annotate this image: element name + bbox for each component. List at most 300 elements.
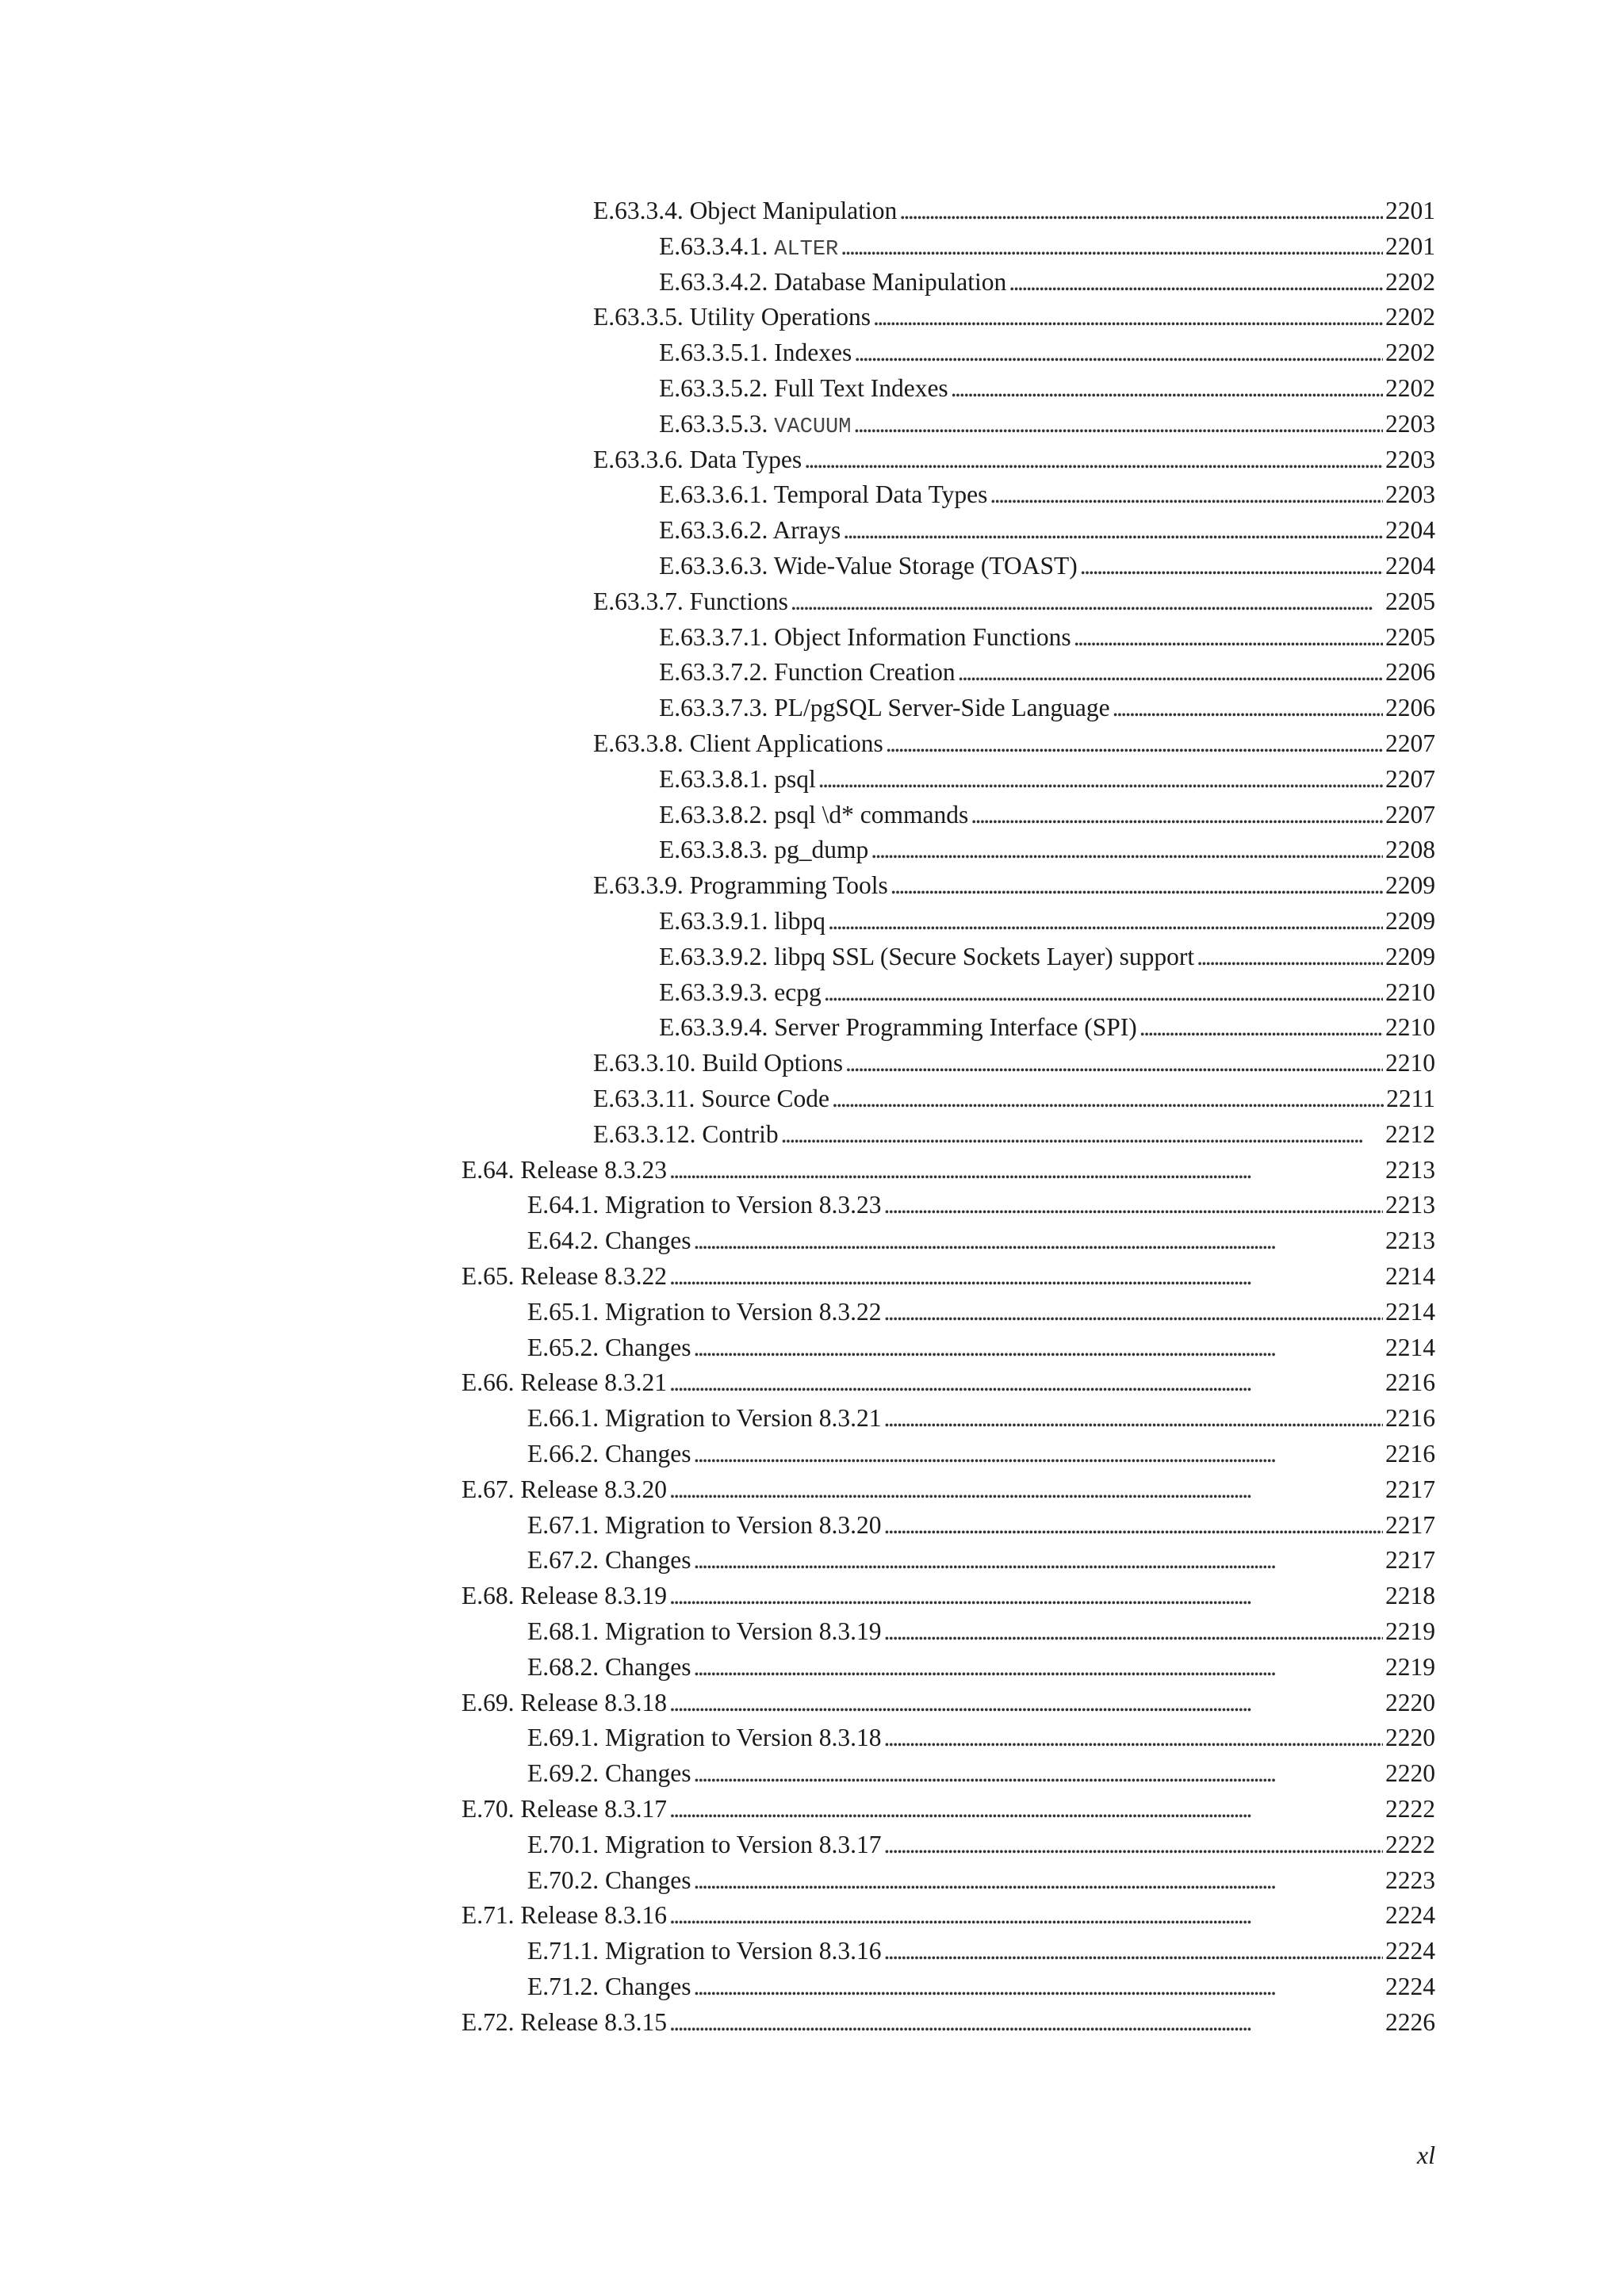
toc-entry-page-number: 2224 (1385, 1937, 1435, 1965)
dot-leader (669, 1471, 1383, 1507)
toc-entry-number: E.63.3.9. (593, 871, 684, 900)
toc-entry-title (527, 1862, 691, 1898)
toc-entry-label: Functions (689, 587, 788, 615)
toc-entry-number: E.63.3.11. (593, 1085, 695, 1112)
dot-leader (693, 1755, 1383, 1791)
toc-entry-number: E.63.3.9.2. (659, 942, 768, 970)
dot-leader (693, 1649, 1383, 1685)
toc-entry-label: ecpg (774, 978, 822, 1006)
toc-entry[interactable] (659, 690, 1435, 725)
toc-entry-page-number: 2212 (1385, 1119, 1435, 1148)
toc-entry-title (527, 1294, 882, 1330)
toc-entry-number: E.70.2. (527, 1866, 599, 1894)
toc-entry-page-number: 2220 (1385, 1759, 1435, 1788)
toc-entry[interactable] (659, 548, 1435, 584)
toc-entry-label: Release 8.3.22 (520, 1262, 667, 1290)
toc-entry[interactable] (593, 584, 1435, 619)
toc-entry-title (659, 370, 948, 406)
toc-entry-page-number: 2216 (1385, 1404, 1435, 1433)
toc-entry[interactable] (527, 1294, 1435, 1330)
dot-leader (669, 1152, 1383, 1188)
toc-entry[interactable] (659, 832, 1435, 867)
toc-entry[interactable] (527, 1933, 1435, 1969)
toc-entry[interactable] (659, 370, 1435, 406)
toc-entry-page-number: 2206 (1385, 694, 1435, 722)
dot-leader (669, 2004, 1383, 2040)
toc-entry[interactable] (659, 619, 1435, 655)
toc-entry-title (593, 299, 871, 335)
toc-entry-title (527, 1223, 691, 1258)
toc-entry[interactable] (593, 1116, 1435, 1152)
dot-leader (884, 1187, 1383, 1223)
toc-entry-title (659, 619, 1071, 655)
dot-leader (873, 299, 1383, 335)
toc-entry[interactable] (593, 725, 1435, 761)
toc-entry-page-number: 2201 (1385, 232, 1435, 260)
page-number-footer: xl (1416, 2141, 1435, 2169)
toc-entry-title (659, 832, 868, 867)
toc-entry-title (527, 1507, 882, 1543)
toc-entry[interactable] (527, 1330, 1435, 1365)
toc-entry[interactable] (462, 1791, 1435, 1827)
toc-entry-page-number: 2205 (1385, 587, 1435, 615)
toc-entry-number: E.67.1. (527, 1510, 599, 1539)
toc-entry[interactable] (659, 797, 1435, 832)
toc-entry-title (659, 406, 851, 446)
toc-entry-page-number: 2207 (1385, 764, 1435, 793)
toc-entry-label: pg_dump (774, 836, 869, 864)
toc-entry-label: Temporal Data Types (773, 480, 988, 509)
toc-entry[interactable] (659, 654, 1435, 690)
toc-entry-page-number: 2211 (1386, 1085, 1435, 1112)
toc-entry-title (462, 2004, 667, 2040)
toc-entry-page-number: 2214 (1385, 1262, 1435, 1290)
toc-entry-label: Changes (605, 1866, 691, 1894)
dot-leader (669, 1791, 1383, 1827)
toc-entry-label: Changes (605, 1226, 691, 1255)
toc-entry[interactable] (659, 406, 1435, 442)
toc-entry-title (527, 1755, 691, 1791)
toc-entry-page-number: 2210 (1385, 1013, 1435, 1042)
toc-entry-page-number: 2208 (1385, 836, 1435, 864)
toc-entry-label: Programming Tools (689, 871, 888, 900)
toc-entry-page-number: 2224 (1385, 1973, 1435, 2000)
toc-entry-page-number: 2207 (1385, 800, 1435, 828)
toc-entry-number: E.63.3.8.1. (659, 764, 768, 793)
toc-entry-page-number: 2213 (1385, 1191, 1435, 1219)
toc-entry-label: Source Code (701, 1085, 830, 1112)
toc-entry[interactable] (527, 1187, 1435, 1223)
dot-leader (951, 370, 1383, 406)
toc-entry-label: Wide-Value Storage (TOAST) (773, 552, 1078, 580)
toc-entry-number: E.63.3.10. (593, 1049, 696, 1077)
toc-entry[interactable] (659, 1009, 1435, 1045)
toc-entry-page-number: 2220 (1385, 1688, 1435, 1716)
toc-entry-number: E.69. (462, 1688, 515, 1716)
toc-entry-number: E.65.1. (527, 1297, 599, 1326)
toc-entry[interactable] (527, 1862, 1435, 1898)
toc-entry-title (659, 228, 838, 268)
toc-entry[interactable] (659, 335, 1435, 370)
toc-entry-number: E.70.1. (527, 1830, 599, 1858)
toc-entry-number: E.63.3.4.2. (659, 267, 768, 296)
toc-entry-title (462, 1152, 667, 1188)
toc-entry[interactable] (527, 1436, 1435, 1471)
toc-entry-title (462, 1364, 667, 1400)
toc-entry-title (659, 974, 822, 1010)
toc-entry-number: E.63.3.8. (593, 729, 684, 757)
toc-entry-number: E.63.3.9.4. (659, 1013, 768, 1042)
toc-entry-page-number: 2209 (1385, 907, 1435, 935)
toc-entry-label: Migration to Version 8.3.18 (605, 1724, 882, 1752)
toc-entry[interactable] (462, 2004, 1435, 2040)
toc-entry[interactable] (527, 1649, 1435, 1685)
dot-leader (693, 1330, 1383, 1365)
dot-leader (828, 903, 1383, 939)
toc-entry[interactable] (462, 1471, 1435, 1507)
toc-entry[interactable] (593, 442, 1435, 477)
toc-entry-label: Contrib (702, 1119, 779, 1148)
toc-entry-title (659, 939, 1194, 974)
toc-entry[interactable] (593, 193, 1435, 228)
toc-entry-number: E.66.1. (527, 1404, 599, 1433)
toc-entry-number: E.65.2. (527, 1333, 599, 1361)
toc-entry-label: psql \d* commands (774, 800, 969, 828)
toc-entry-label: PL/pgSQL Server-Side Language (774, 694, 1110, 722)
toc-entry-title (527, 1436, 691, 1471)
toc-entry[interactable] (527, 1223, 1435, 1258)
toc-entry-page-number: 2203 (1385, 409, 1435, 438)
toc-entry-page-number: 2216 (1385, 1368, 1435, 1397)
dot-leader (886, 725, 1383, 761)
toc-entry-title (462, 1685, 667, 1720)
dot-leader (1074, 619, 1383, 655)
toc-entry-page-number: 2214 (1385, 1297, 1435, 1326)
dot-leader (891, 867, 1383, 903)
toc-entry-label: Database Manipulation (774, 267, 1007, 296)
toc-entry[interactable] (659, 264, 1435, 300)
toc-entry-number: E.64. (462, 1155, 515, 1184)
toc-entry-number: E.68.2. (527, 1652, 599, 1681)
dot-leader (854, 335, 1383, 370)
toc-entry-label: Release 8.3.23 (520, 1155, 667, 1184)
toc-entry-title (462, 1897, 667, 1933)
toc-entry-title (659, 264, 1006, 300)
toc-entry-page-number: 2210 (1385, 978, 1435, 1006)
toc-entry-title (527, 1969, 691, 2004)
toc-entry-page-number: 2222 (1385, 1795, 1435, 1823)
toc-entry-number: E.63.3.4. (593, 197, 684, 224)
toc-entry-number: E.63.3.4.1. (659, 232, 768, 260)
toc-entry-title (659, 903, 825, 939)
toc-entry-title (659, 1009, 1137, 1045)
toc-entry-page-number: 2209 (1385, 942, 1435, 970)
toc-entry[interactable] (659, 974, 1435, 1010)
toc-entry-number: E.63.3.7. (593, 587, 684, 615)
toc-entry-title (659, 335, 852, 370)
dot-leader (884, 1507, 1383, 1543)
toc-entry[interactable] (462, 1364, 1435, 1400)
toc-entry-number: E.64.1. (527, 1191, 599, 1219)
dot-leader (1009, 264, 1383, 300)
toc-entry-label: libpq (774, 907, 826, 935)
dot-leader (884, 1827, 1383, 1862)
toc-entry-label: Arrays (772, 516, 841, 545)
dot-leader (971, 797, 1383, 832)
toc-entry[interactable] (462, 1258, 1435, 1294)
toc-entry-page-number: 2213 (1385, 1226, 1435, 1255)
toc-entry-title (593, 725, 883, 761)
toc-entry-label: psql (774, 764, 816, 793)
toc-entry-label: Function Creation (774, 658, 956, 687)
toc-entry-title (527, 1542, 691, 1578)
dot-leader (990, 476, 1383, 512)
toc-entry-label: Migration to Version 8.3.17 (605, 1830, 882, 1858)
dot-leader (853, 406, 1383, 442)
dot-leader (884, 1400, 1383, 1436)
toc-entry-page-number: 2217 (1385, 1546, 1435, 1575)
toc-entry-page-number: 2219 (1385, 1652, 1435, 1681)
toc-entry-page-number: 2204 (1385, 552, 1435, 580)
toc-entry-page-number: 2226 (1385, 2007, 1435, 2036)
toc-entry[interactable] (593, 299, 1435, 335)
toc-entry-number: E.63.3.7.3. (659, 694, 768, 722)
toc-entry-label: Migration to Version 8.3.19 (605, 1617, 882, 1645)
toc-entry[interactable] (527, 1400, 1435, 1436)
toc-entry-title (527, 1933, 882, 1969)
dot-leader (958, 654, 1383, 690)
toc-entry-number: E.65. (462, 1262, 515, 1290)
dot-leader (884, 1720, 1383, 1755)
dot-leader (693, 1862, 1383, 1898)
dot-leader (1197, 939, 1383, 974)
dot-leader (669, 1685, 1383, 1720)
dot-leader (818, 761, 1383, 797)
toc-entry-title (593, 1081, 829, 1116)
toc-entry-page-number: 2222 (1385, 1830, 1435, 1858)
toc-entry-code-keyword: ALTER (774, 237, 839, 262)
toc-entry[interactable] (659, 476, 1435, 512)
dot-leader (871, 832, 1383, 867)
toc-entry[interactable] (462, 1152, 1435, 1188)
toc-entry-number: E.63.3.5. (593, 303, 684, 331)
dot-leader (781, 1116, 1383, 1152)
toc-entry-label: Changes (605, 1973, 691, 2000)
toc-entry-number: E.72. (462, 2007, 515, 2036)
toc-entry-title (659, 476, 987, 512)
toc-entry[interactable] (659, 512, 1435, 548)
toc-entry-title (527, 1720, 882, 1755)
toc-entry-page-number: 2224 (1385, 1901, 1435, 1930)
dot-leader (884, 1613, 1383, 1649)
toc-entry-title (593, 867, 888, 903)
toc-entry-number: E.68.1. (527, 1617, 599, 1645)
toc-entry-code-keyword: VACUUM (774, 415, 852, 439)
toc-entry-number: E.70. (462, 1795, 515, 1823)
toc-entry-number: E.71.2. (527, 1973, 599, 2000)
toc-entry-label: Migration to Version 8.3.20 (605, 1510, 882, 1539)
toc-entry-title (527, 1613, 882, 1649)
toc-entry[interactable] (527, 1542, 1435, 1578)
toc-entry-label: Release 8.3.19 (520, 1582, 667, 1610)
toc-entry[interactable] (593, 1081, 1435, 1116)
toc-entry-page-number: 2209 (1385, 871, 1435, 900)
toc-entry-label: Utility Operations (689, 303, 871, 331)
toc-entry-label: Release 8.3.15 (520, 2007, 667, 2036)
dot-leader (693, 1436, 1383, 1471)
toc-entry-label: Changes (605, 1546, 691, 1575)
toc-entry-label: Migration to Version 8.3.16 (605, 1937, 882, 1965)
toc-entry-page-number: 2202 (1385, 303, 1435, 331)
toc-entry-label: Data Types (689, 445, 802, 473)
toc-entry[interactable] (527, 1720, 1435, 1755)
toc-entry-number: E.63.3.6.2. (659, 516, 768, 545)
toc-entry[interactable] (527, 1827, 1435, 1862)
toc-entry[interactable] (593, 1045, 1435, 1081)
toc-entry-number: E.63.3.6.1. (659, 480, 768, 509)
toc-entry-number: E.66. (462, 1368, 515, 1397)
dot-leader (791, 584, 1383, 619)
toc-entry-number: E.64.2. (527, 1226, 599, 1255)
toc-entry-number: E.63.3.8.2. (659, 800, 768, 828)
dot-leader (669, 1364, 1383, 1400)
toc-entry-label: Full Text Indexes (774, 374, 948, 402)
toc-entry-number: E.63.3.6.3. (659, 552, 768, 580)
toc-entry[interactable] (462, 1578, 1435, 1613)
toc-entry-page-number: 2202 (1385, 374, 1435, 402)
toc-entry-page-number: 2219 (1385, 1617, 1435, 1645)
toc-entry-title (462, 1791, 667, 1827)
toc-entry-number: E.67. (462, 1475, 515, 1503)
toc-entry-number: E.63.3.9.1. (659, 907, 768, 935)
toc-entry-label: Object Information Functions (774, 622, 1071, 651)
toc-entry[interactable] (593, 867, 1435, 903)
toc-entry-number: E.63.3.7.2. (659, 658, 768, 687)
toc-entry-title (593, 1045, 843, 1081)
toc-entry-number: E.71. (462, 1901, 515, 1930)
toc-entry-page-number: 2203 (1385, 480, 1435, 509)
toc-entry[interactable] (527, 1507, 1435, 1543)
toc-entry-label: Changes (605, 1652, 691, 1681)
toc-entry-number: E.71.1. (527, 1937, 599, 1965)
toc-entry-title (659, 548, 1078, 584)
toc-entry-page-number: 2202 (1385, 267, 1435, 296)
toc-entry[interactable] (462, 1897, 1435, 1933)
toc-entry[interactable] (462, 1685, 1435, 1720)
toc-entry-page-number: 2201 (1385, 197, 1435, 224)
dot-leader (804, 442, 1383, 477)
toc-entry-number: E.63.3.8.3. (659, 836, 768, 864)
toc-entry-label: Object Manipulation (689, 197, 898, 224)
dot-leader (832, 1081, 1384, 1116)
toc-entry-page-number: 2204 (1385, 516, 1435, 545)
toc-entry-label: Migration to Version 8.3.21 (605, 1404, 882, 1433)
toc-entry-title (593, 442, 802, 477)
toc-entry-label: Migration to Version 8.3.22 (605, 1297, 882, 1326)
toc-entry-page-number: 2217 (1385, 1475, 1435, 1503)
dot-leader (1139, 1009, 1383, 1045)
toc-entry-number: E.63.3.7.1. (659, 622, 768, 651)
toc-entry-number: E.63.3.9.3. (659, 978, 768, 1006)
toc-entry-title (527, 1400, 882, 1436)
dot-leader (841, 228, 1383, 264)
dot-leader (669, 1258, 1383, 1294)
toc-entry[interactable] (659, 228, 1435, 264)
toc-entry-label: Changes (605, 1759, 691, 1788)
toc-entry-number: E.63.3.5.3. (659, 409, 768, 438)
toc-entry-number: E.69.2. (527, 1759, 599, 1788)
dot-leader (843, 512, 1383, 548)
toc-entry-number: E.63.3.5.2. (659, 374, 768, 402)
dot-leader (1080, 548, 1383, 584)
toc-entry-title (593, 193, 897, 228)
toc-entry-page-number: 2214 (1385, 1333, 1435, 1361)
toc-entry-title (462, 1258, 667, 1294)
toc-entry-title (659, 761, 816, 797)
toc-entry-number: E.69.1. (527, 1724, 599, 1752)
toc-entry-title (527, 1330, 691, 1365)
toc-entry[interactable] (659, 939, 1435, 974)
toc-entry-title (659, 690, 1110, 725)
toc-entry-page-number: 2203 (1385, 445, 1435, 473)
toc-entry-title (659, 654, 956, 690)
toc-entry-label: Indexes (774, 339, 852, 367)
toc-entry-label: Release 8.3.16 (520, 1901, 667, 1930)
toc-entry-label: Release 8.3.20 (520, 1475, 667, 1503)
dot-leader (1113, 690, 1383, 725)
toc-entry-page-number: 2223 (1385, 1866, 1435, 1894)
toc-entry-page-number: 2210 (1385, 1049, 1435, 1077)
toc-entry-label: Client Applications (689, 729, 883, 757)
toc-entry-page-number: 2213 (1385, 1155, 1435, 1184)
toc-entry[interactable] (659, 903, 1435, 939)
toc-entry-label: Migration to Version 8.3.23 (605, 1191, 882, 1219)
toc-entry-page-number: 2220 (1385, 1724, 1435, 1752)
toc-entry-label: Release 8.3.17 (520, 1795, 667, 1823)
toc-entry[interactable] (527, 1613, 1435, 1649)
toc-entry-page-number: 2218 (1385, 1582, 1435, 1610)
toc-entry-title (593, 584, 788, 619)
toc-entry-page-number: 2216 (1385, 1440, 1435, 1468)
toc-entry-label: Build Options (702, 1049, 844, 1077)
toc-entry-page-number: 2206 (1385, 658, 1435, 687)
toc-entry[interactable] (527, 1969, 1435, 2004)
toc-entry-title (527, 1827, 882, 1862)
toc-entry-label: libpq SSL (Secure Sockets Layer) support (774, 942, 1195, 970)
toc-entry-number: E.63.3.5.1. (659, 339, 768, 367)
toc-entry-number: E.68. (462, 1582, 515, 1610)
toc-entry-title (462, 1578, 667, 1613)
toc-entry[interactable] (527, 1755, 1435, 1791)
dot-leader (693, 1969, 1383, 2004)
dot-leader (824, 974, 1383, 1010)
toc-entry-number: E.63.3.12. (593, 1119, 696, 1148)
dot-leader (845, 1045, 1383, 1081)
toc-entry-page-number: 2217 (1385, 1510, 1435, 1539)
dot-leader (693, 1542, 1383, 1578)
toc-entry-title (527, 1187, 882, 1223)
toc-entry-title (659, 512, 841, 548)
toc-entry[interactable] (659, 761, 1435, 797)
toc-entry-title (462, 1471, 667, 1507)
dot-leader (669, 1897, 1383, 1933)
dot-leader (899, 193, 1383, 228)
toc-entry-title (593, 1116, 779, 1152)
toc-entry-label: Changes (605, 1440, 691, 1468)
dot-leader (669, 1578, 1383, 1613)
toc-entry-label: Changes (605, 1333, 691, 1361)
toc-entry-label: Server Programming Interface (SPI) (774, 1013, 1137, 1042)
